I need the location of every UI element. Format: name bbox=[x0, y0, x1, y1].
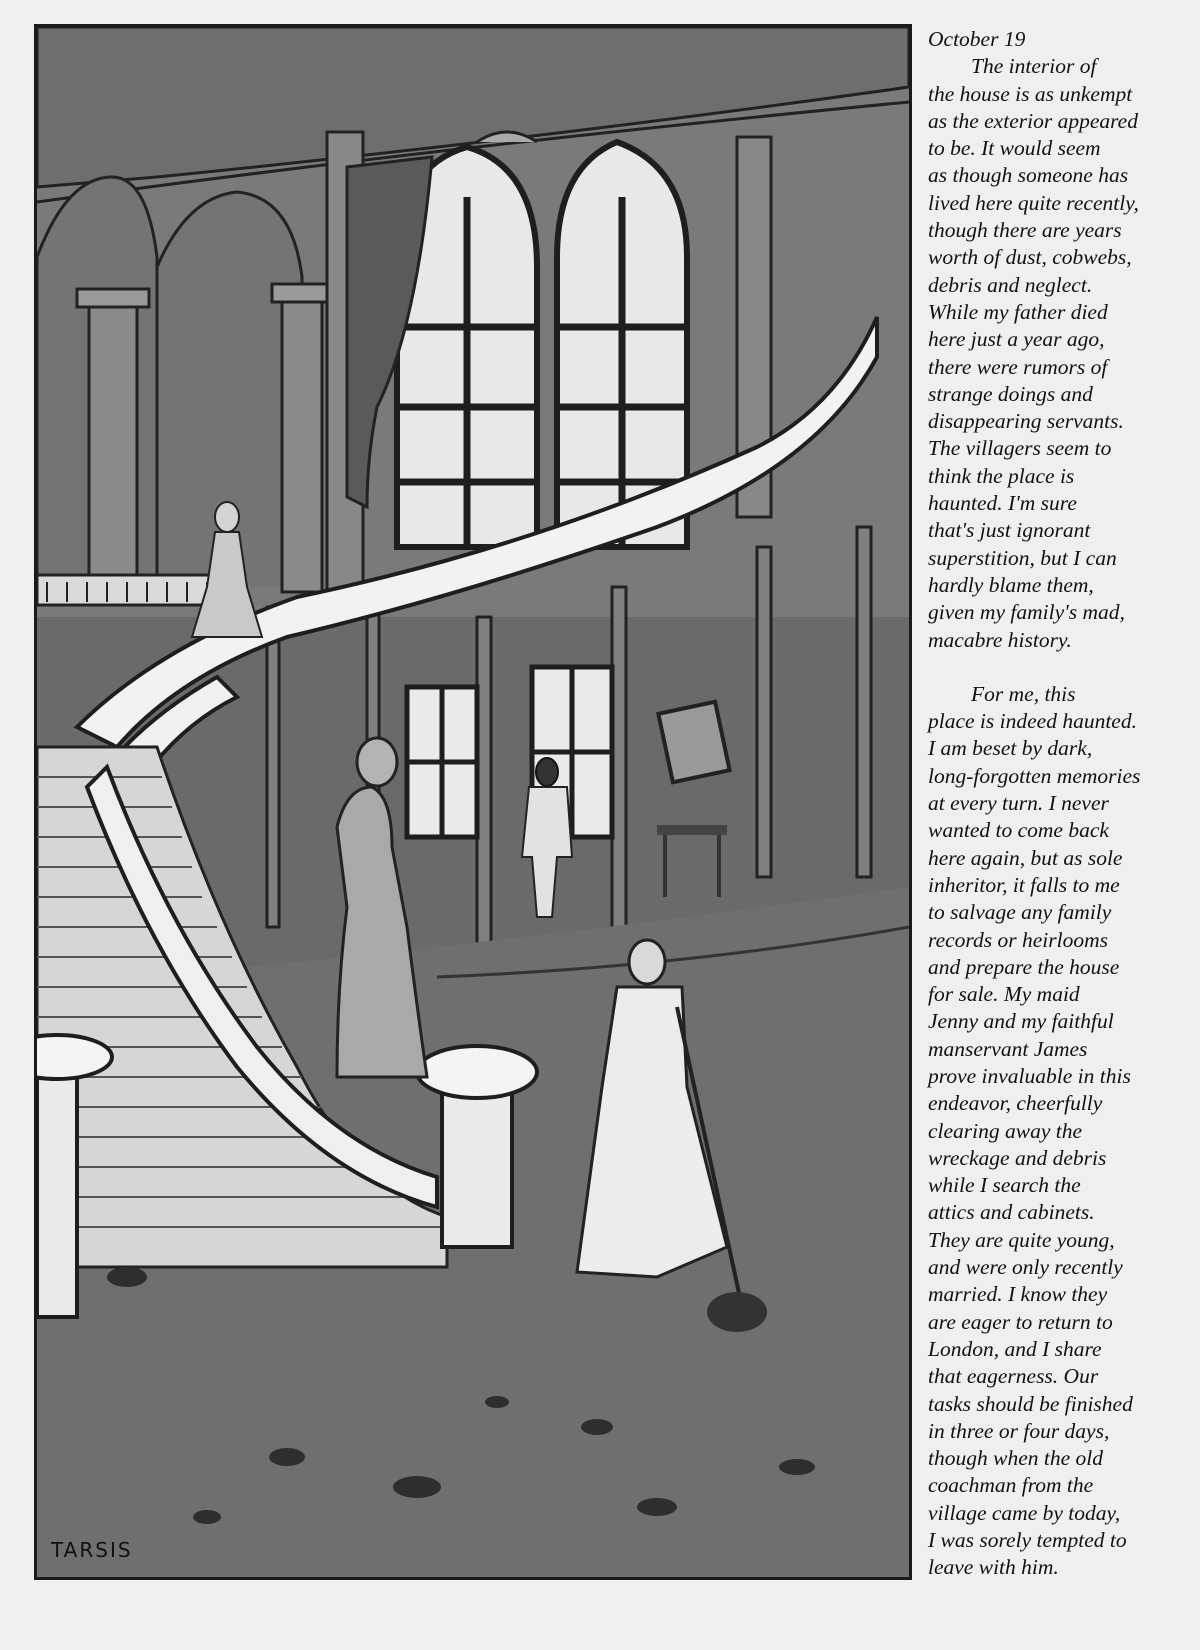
journal-line: Jenny and my faithful bbox=[928, 1009, 1114, 1034]
journal-line: The interior of bbox=[928, 54, 1097, 79]
journal-line: They are quite young, bbox=[928, 1227, 1115, 1252]
journal-line: to be. It would seem bbox=[928, 136, 1101, 161]
journal-line: hardly blame them, bbox=[928, 572, 1094, 597]
journal-line: while I search the bbox=[928, 1173, 1081, 1198]
journal-line: clearing away the bbox=[928, 1118, 1083, 1143]
journal-line: coachman from the bbox=[928, 1473, 1094, 1498]
journal-line: attics and cabinets. bbox=[928, 1200, 1095, 1225]
journal-line: October 19 bbox=[928, 27, 1026, 51]
journal-line: While my father died bbox=[928, 299, 1108, 324]
journal-line: wreckage and debris bbox=[928, 1145, 1107, 1170]
journal-line: For me, this bbox=[928, 681, 1076, 706]
journal-line: given my family's mad, bbox=[928, 600, 1125, 625]
journal-line: for sale. My maid bbox=[928, 982, 1080, 1007]
journal-line: there were rumors of bbox=[928, 354, 1108, 379]
mansion-hall-illustration bbox=[37, 27, 909, 1577]
journal-line: think the place is bbox=[928, 463, 1075, 488]
journal-line: and prepare the house bbox=[928, 954, 1120, 979]
journal-line: that's just ignorant bbox=[928, 518, 1091, 543]
journal-line: in three or four days, bbox=[928, 1418, 1110, 1443]
journal-line: lived here quite recently, bbox=[928, 190, 1139, 215]
journal-line: the house is as unkempt bbox=[928, 81, 1133, 106]
journal-line: wanted to come back bbox=[928, 818, 1109, 843]
journal-line: though when the old bbox=[928, 1446, 1103, 1471]
journal-line: and were only recently bbox=[928, 1255, 1123, 1280]
journal-line: tasks should be finished bbox=[928, 1391, 1133, 1416]
journal-line: inheritor, it falls to me bbox=[928, 872, 1120, 897]
journal-line: disappearing servants. bbox=[928, 409, 1124, 434]
journal-line: that eagerness. Our bbox=[928, 1364, 1099, 1389]
journal-line: debris and neglect. bbox=[928, 272, 1093, 297]
journal-line: I am beset by dark, bbox=[928, 736, 1093, 761]
journal-line: worth of dust, cobwebs, bbox=[928, 245, 1132, 270]
journal-line: prove invaluable in this bbox=[928, 1063, 1131, 1088]
journal-line: records or heirlooms bbox=[928, 927, 1108, 952]
journal-line: as the exterior appeared bbox=[928, 108, 1138, 133]
journal-line: at every turn. I never bbox=[928, 791, 1109, 816]
journal-line: married. I know they bbox=[928, 1282, 1108, 1307]
journal-paragraph bbox=[928, 681, 1190, 1582]
artist-signature: TARSIS bbox=[51, 1538, 133, 1562]
journal-line: superstition, but I can bbox=[928, 545, 1117, 570]
journal-line: here just a year ago, bbox=[928, 327, 1105, 352]
journal-line: here again, but as sole bbox=[928, 845, 1123, 870]
journal-line: village came by today, bbox=[928, 1500, 1121, 1525]
journal-line: are eager to return to bbox=[928, 1309, 1113, 1334]
journal-line: I was sorely tempted to bbox=[928, 1528, 1127, 1553]
journal-line: strange doings and bbox=[928, 381, 1093, 406]
journal-line: The villagers seem to bbox=[928, 436, 1112, 461]
illustration-panel bbox=[34, 24, 912, 1580]
side-table bbox=[657, 825, 727, 835]
journal-line: endeavor, cheerfully bbox=[928, 1091, 1103, 1116]
journal-line: to salvage any family bbox=[928, 900, 1112, 925]
journal-line: though there are years bbox=[928, 218, 1122, 243]
journal-paragraph bbox=[928, 26, 1190, 654]
journal-line: long-forgotten memories bbox=[928, 763, 1141, 788]
journal-line: London, and I share bbox=[928, 1336, 1102, 1361]
journal-entry bbox=[928, 26, 1190, 1582]
journal-line: leave with him. bbox=[928, 1555, 1059, 1580]
journal-line: macabre history. bbox=[928, 627, 1072, 652]
journal-line: manservant James bbox=[928, 1036, 1088, 1061]
paragraph-gap bbox=[928, 654, 1190, 681]
journal-line: haunted. I'm sure bbox=[928, 491, 1077, 516]
journal-line: as though someone has bbox=[928, 163, 1129, 188]
portrait-frame bbox=[658, 702, 729, 783]
journal-line: place is indeed haunted. bbox=[928, 709, 1137, 734]
